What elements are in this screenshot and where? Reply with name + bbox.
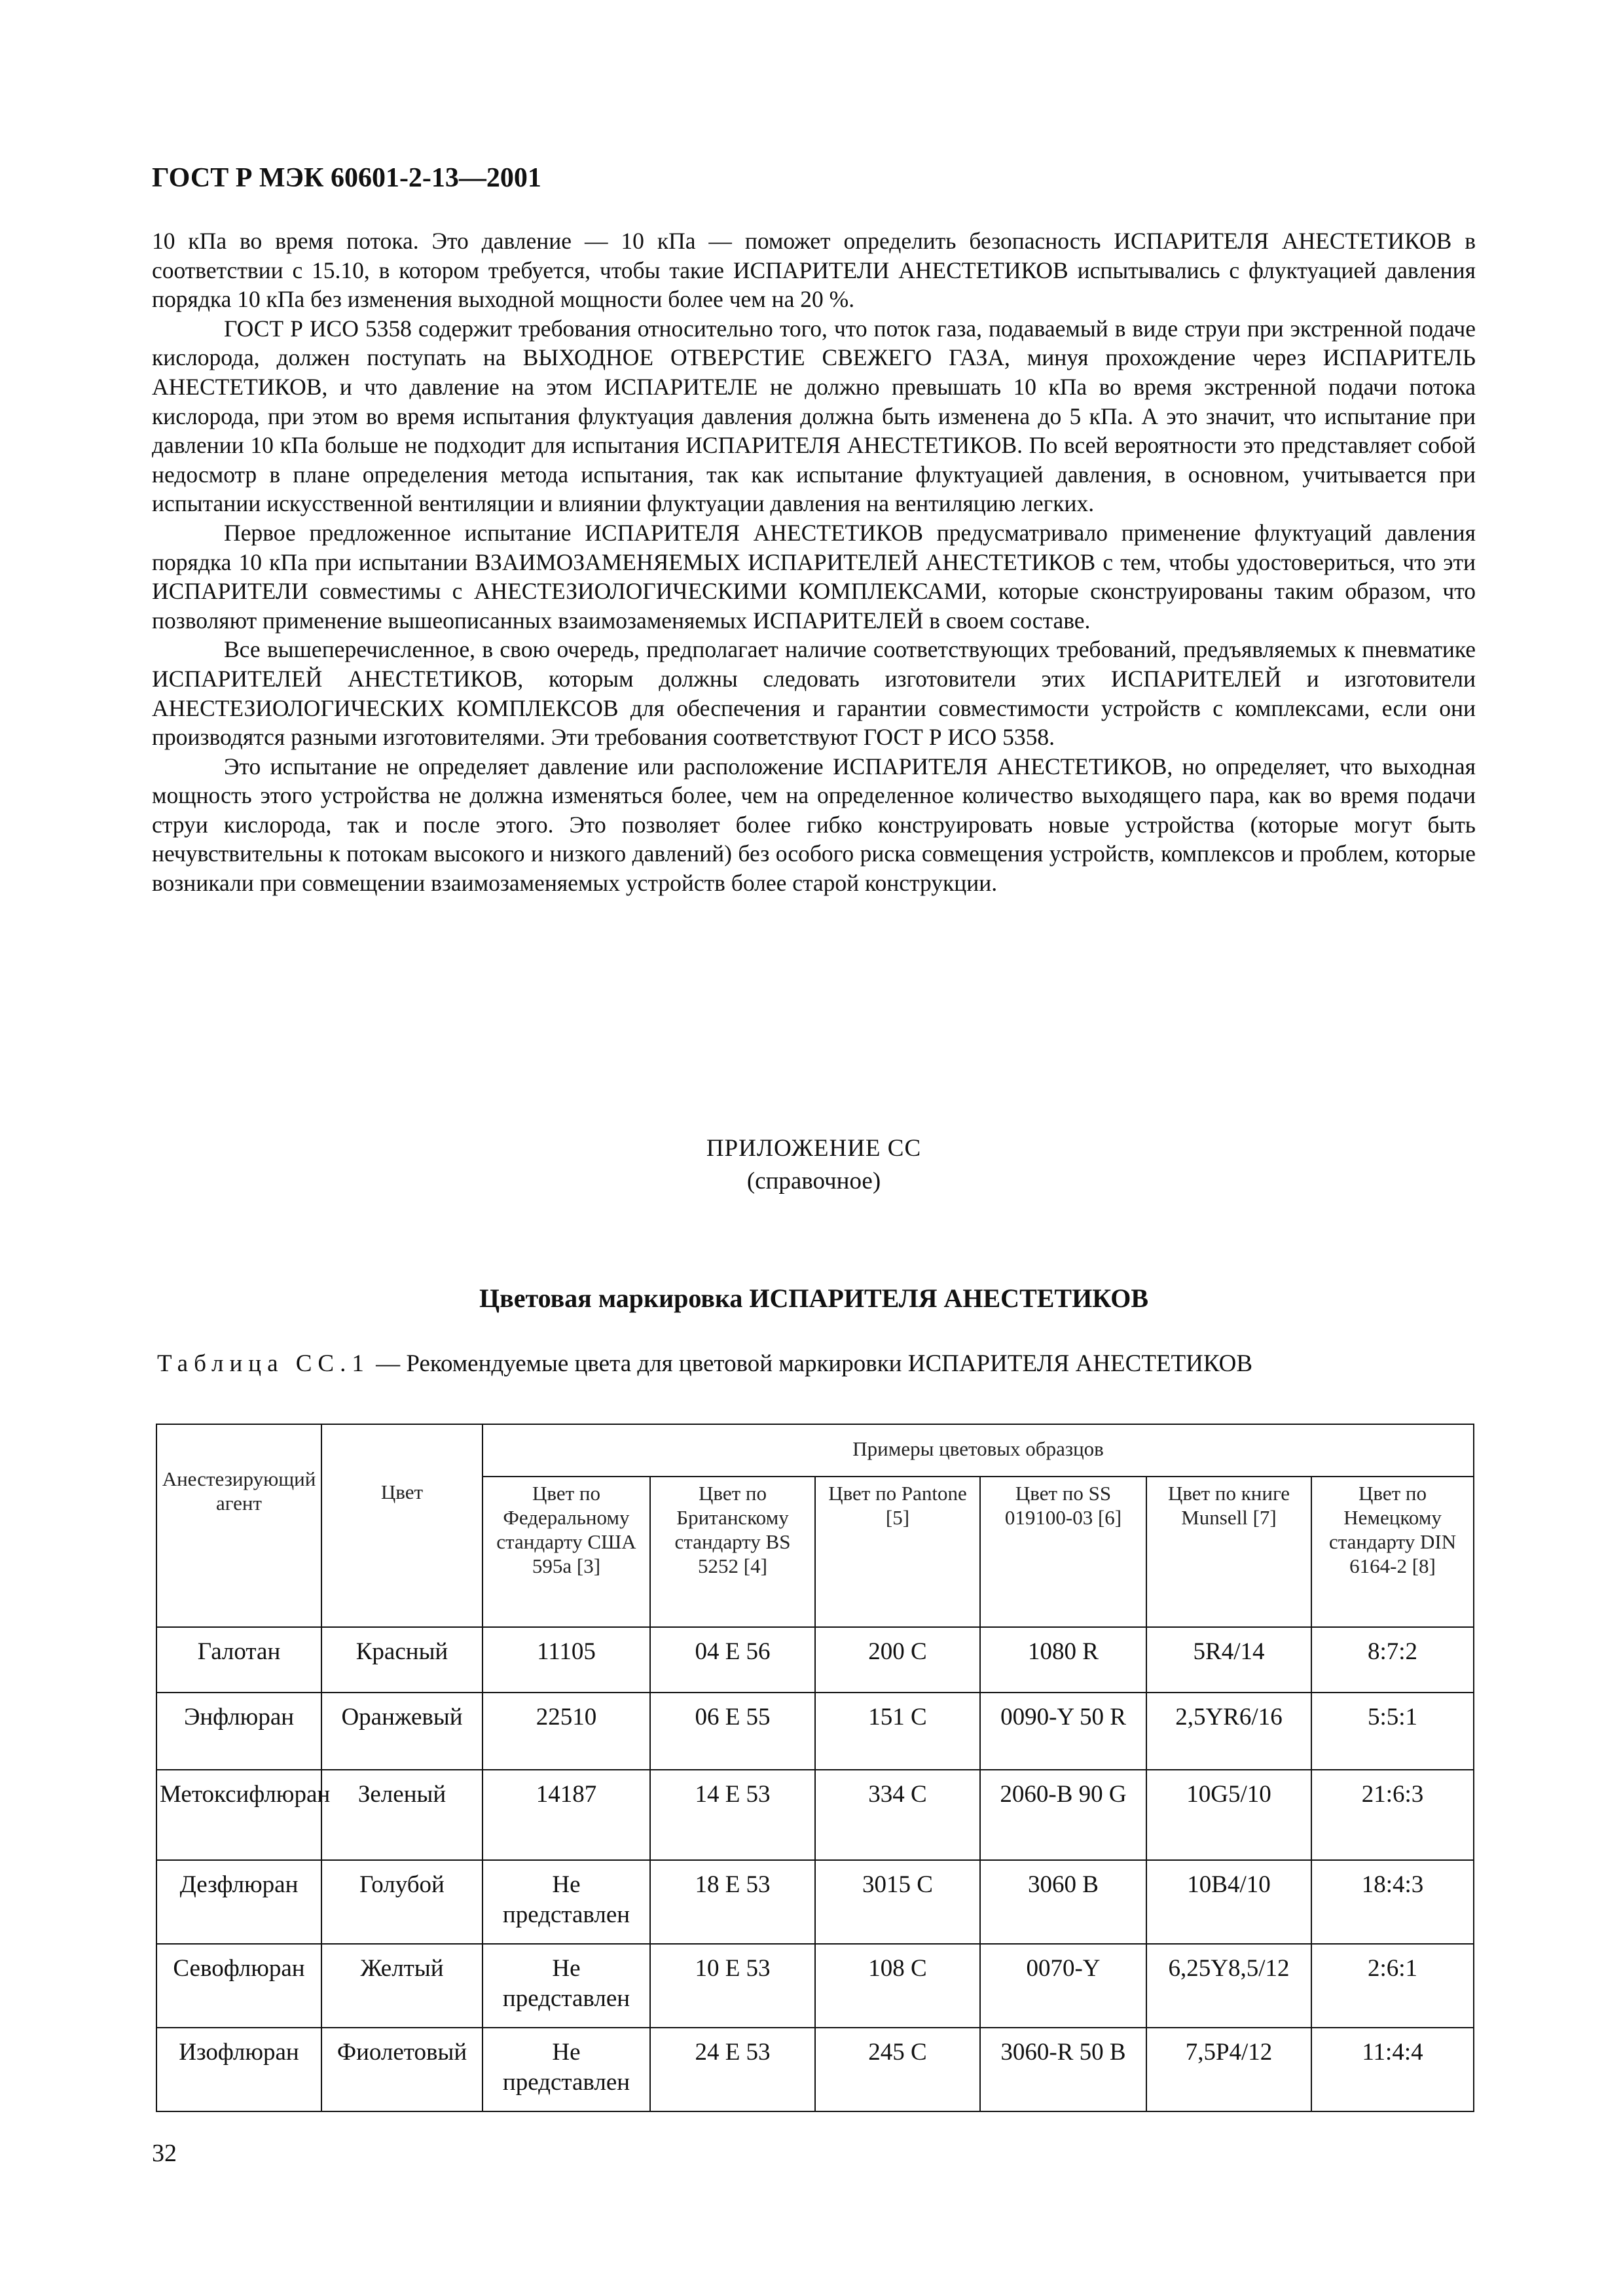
cell-agent: Метоксифлюран <box>156 1770 321 1860</box>
cell-color: Голубой <box>321 1860 483 1944</box>
table-row <box>156 1770 1474 1860</box>
cell-munsell: 6,25Y8,5/12 <box>1146 1944 1311 2028</box>
table-row <box>156 1693 1474 1770</box>
subheader-munsell: Цвет по книге Munsell [7] <box>1146 1477 1311 1627</box>
cell-bs5252: 18 E 53 <box>650 1860 815 1944</box>
cell-agent: Энфлюран <box>156 1693 321 1770</box>
paragraph: Первое предложенное испытание ИСПАРИТЕЛЯ АНЕСТЕТИКОВ предусматривало применение флуктуаций давления порядка 10 кПа при испытании ВЗАИМОЗАМЕНЯЕМЫХ ИСПАРИТЕЛЕЙ АНЕСТЕТИКОВ с тем, чтобы удостовериться, что эти ИСПАРИТЕЛИ совместимы с АНЕСТЕЗИОЛОГИЧЕСКИМИ КОМПЛЕКСАМИ, которые сконструированы таким образом, что позволяют применение вышеописанных взаимозаменяемых ИСПАРИТЕЛЕЙ в своем составе. <box>152 519 1476 634</box>
cell-pantone: 3015 C <box>815 1860 980 1944</box>
cell-color: Оранжевый <box>321 1693 483 1770</box>
paragraph: Все вышеперечисленное, в свою очередь, предполагает наличие соответствующих требований, предъявляемых к пневматике ИСПАРИТЕЛЕЙ АНЕСТЕТИКОВ, которым должны следовать изготовители этих ИСПАРИТЕЛЕЙ и изготовители АНЕСТЕЗИОЛОГИЧЕСКИХ КОМПЛЕКСОВ для обеспечения и гарантии совместимости устройств с комплексами, если они производятся разными изготовителями. Эти требования соответствуют ГОСТ Р ИСО 5358. <box>152 636 1476 751</box>
cell-pantone: 200 C <box>815 1627 980 1693</box>
cell-munsell: 2,5YR6/16 <box>1146 1693 1311 1770</box>
cell-fs595a: Не представлен <box>483 1860 650 1944</box>
cell-fs595a: Не представлен <box>483 1944 650 2028</box>
document-header: ГОСТ Р МЭК 60601-2-13—2001 <box>152 163 541 193</box>
cell-bs5252: 10 E 53 <box>650 1944 815 2028</box>
cell-munsell: 10B4/10 <box>1146 1860 1311 1944</box>
table-row <box>156 1627 1474 1693</box>
cell-pantone: 108 C <box>815 1944 980 2028</box>
appendix-title: ПРИЛОЖЕНИЕ СС <box>706 1135 922 1162</box>
cell-munsell: 5R4/14 <box>1146 1627 1311 1693</box>
section-heading: Цветовая маркировка ИСПАРИТЕЛЯ АНЕСТЕТИКОВ <box>479 1283 1149 1313</box>
cell-color: Зеленый <box>321 1770 483 1860</box>
subheader-din6164: Цвет по Немецкому стандарту DIN 6164-2 [8] <box>1311 1477 1474 1627</box>
cell-din6164: 11:4:4 <box>1311 2028 1474 2111</box>
cell-munsell: 10G5/10 <box>1146 1770 1311 1860</box>
cell-din6164: 8:7:2 <box>1311 1627 1474 1693</box>
table-caption <box>157 1350 1476 1378</box>
table-caption-text: — Рекомендуемые цвета для цветовой маркировки ИСПАРИТЕЛЯ АНЕСТЕТИКОВ <box>369 1350 1252 1377</box>
table-row <box>156 1944 1474 2028</box>
page-number: 32 <box>152 2140 177 2167</box>
cell-pantone: 151 C <box>815 1693 980 1770</box>
cell-fs595a: Не представлен <box>483 2028 650 2111</box>
table-row <box>156 1860 1474 1944</box>
cell-bs5252: 14 E 53 <box>650 1770 815 1860</box>
cell-bs5252: 24 E 53 <box>650 2028 815 2111</box>
cell-agent: Севофлюран <box>156 1944 321 2028</box>
cell-ss019100: 3060 B <box>980 1860 1146 1944</box>
subheader-pantone: Цвет по Pantone [5] <box>815 1477 980 1627</box>
header-examples: Примеры цветовых образцов <box>483 1424 1474 1477</box>
paragraph: Это испытание не определяет давление или расположение ИСПАРИТЕЛЯ АНЕСТЕТИКОВ, но определяет, что выходная мощность этого устройства не должна изменяться более, чем на определенное количество выходящего пара, как во время подачи струи кислорода, так и после этого. Это позволяет более гибко конструировать новые устройства (которые могут быть нечувствительны к потокам высокого и низкого давлений) без особого риска совмещения устройств, комплексов и проблем, которые возникали при совмещении взаимозаменяемых устройств более старой конструкции. <box>152 753 1476 897</box>
table-row <box>156 2028 1474 2111</box>
cell-fs595a: 11105 <box>483 1627 650 1693</box>
body-text <box>152 226 1476 898</box>
subheader-ss019100: Цвет по SS 019100-03 [6] <box>980 1477 1146 1627</box>
cell-color: Красный <box>321 1627 483 1693</box>
header-color: Цвет <box>321 1424 483 1627</box>
cell-fs595a: 22510 <box>483 1693 650 1770</box>
cell-agent: Галотан <box>156 1627 321 1693</box>
cell-agent: Изофлюран <box>156 2028 321 2111</box>
cell-din6164: 21:6:3 <box>1311 1770 1474 1860</box>
cell-fs595a: 14187 <box>483 1770 650 1860</box>
cell-pantone: 245 C <box>815 2028 980 2111</box>
cell-munsell: 7,5P4/12 <box>1146 2028 1311 2111</box>
cell-color: Желтый <box>321 1944 483 2028</box>
subheader-bs5252: Цвет по Британскому стандарту BS 5252 [4] <box>650 1477 815 1627</box>
cell-ss019100: 0070-Y <box>980 1944 1146 2028</box>
cell-pantone: 334 C <box>815 1770 980 1860</box>
cell-ss019100: 1080 R <box>980 1627 1146 1693</box>
cell-bs5252: 06 E 55 <box>650 1693 815 1770</box>
cell-din6164: 5:5:1 <box>1311 1693 1474 1770</box>
cell-agent: Дезфлюран <box>156 1860 321 1944</box>
cell-din6164: 18:4:3 <box>1311 1860 1474 1944</box>
color-coding-table <box>156 1424 1474 2112</box>
paragraph: ГОСТ Р ИСО 5358 содержит требования относительно того, что поток газа, подаваемый в виде струи при экстренной подаче кислорода, должен поступать на ВЫХОДНОЕ ОТВЕРСТИЕ СВЕЖЕГО ГАЗА, минуя прохождение через ИСПАРИТЕЛЬ АНЕСТЕТИКОВ, и что давление на этом ИСПАРИТЕЛЕ не должно превышать 10 кПа во время экстренной подачи потока кислорода, при этом во время испытания флуктуация давления должна быть изменена до 5 кПа. А это значит, что испытание при давлении 10 кПа больше не подходит для испытания ИСПАРИТЕЛЯ АНЕСТЕТИКОВ. По всей вероятности это представляет собой недосмотр в плане определения метода испытания, так как испытание флуктуацией давления, в основном, учитывается при испытании искусственной вентиляции и влиянии флуктуации давления на вентиляцию легких. <box>152 315 1476 517</box>
cell-bs5252: 04 E 56 <box>650 1627 815 1693</box>
cell-ss019100: 3060-R 50 B <box>980 2028 1146 2111</box>
cell-din6164: 2:6:1 <box>1311 1944 1474 2028</box>
cell-ss019100: 0090-Y 50 R <box>980 1693 1146 1770</box>
header-agent: Анестезирующий агент <box>156 1424 321 1627</box>
appendix-subtitle: (справочное) <box>746 1168 881 1194</box>
table-label: Таблица СС.1 <box>157 1350 370 1377</box>
cell-ss019100: 2060-B 90 G <box>980 1770 1146 1860</box>
paragraph: 10 кПа во время потока. Это давление — 10 кПа — поможет определить безопасность ИСПАРИТЕЛЯ АНЕСТЕТИКОВ в соответствии с 15.10, в котором требуется, чтобы такие ИСПАРИТЕЛИ АНЕСТЕТИКОВ испытывались с флуктуацией давления порядка 10 кПа без изменения выходной мощности более чем на 20 %. <box>152 228 1476 313</box>
subheader-fs595a: Цвет по Федеральному стандарту США 595а [3] <box>483 1477 650 1627</box>
cell-color: Фиолетовый <box>321 2028 483 2111</box>
